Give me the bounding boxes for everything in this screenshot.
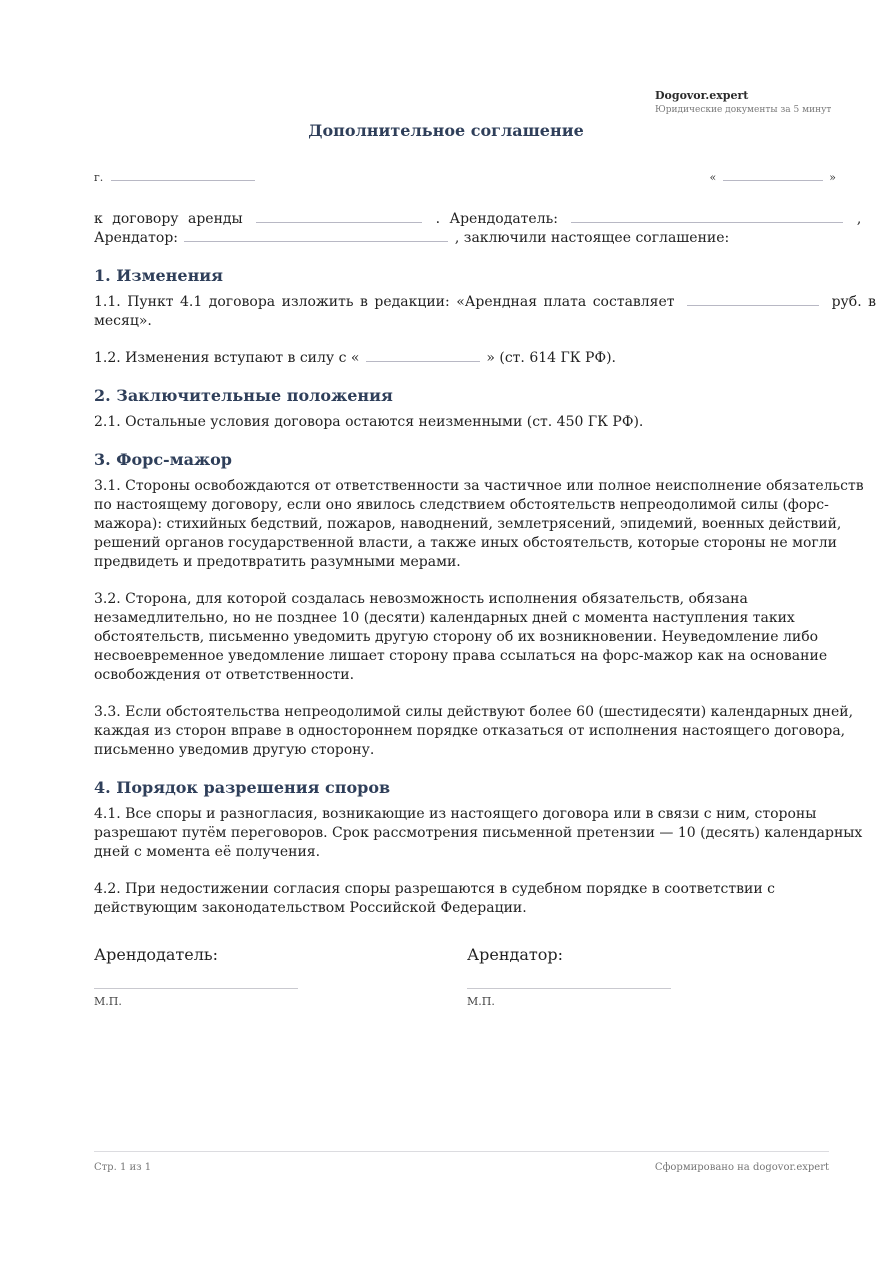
landlord-stamp-label: М.П.: [94, 995, 122, 1008]
tenant-stamp-label: М.П.: [467, 995, 495, 1008]
clause-4-1: 4.1. Все споры и разногласия, возникающие из настоящего договора или в связи с ним, стороны разрешают путём переговоров. Срок рассмотрения письменной претензии — 10 (десять) календарных дней с момента её получения.: [94, 806, 863, 860]
footer-divider: [94, 1151, 829, 1152]
date-close-quote: »: [829, 171, 836, 184]
brand-block: [655, 88, 875, 117]
intro-text-5: , заключили настоящее соглашение:: [454, 230, 730, 246]
section-title: 3. Форс-мажор: [94, 450, 232, 469]
clause-3-2: 3.2. Сторона, для которой создалась невозможность исполнения обязательств, обязана незамедлительно, но не позднее 10 (десяти) календарных дней с момента наступления таких обстоятельств, письменно уведомить другую сторону об их возникновении. Неуведомление либо несвоевременное уведомление лишает сторону права ссылаться на форс-мажор как на основание освобождения от ответственности.: [94, 591, 828, 683]
date-blank[interactable]: [723, 168, 823, 181]
clause-3-3: 3.3. Если обстоятельства непреодолимой силы действуют более 60 (шестидесяти) календарных дней, каждая из сторон вправе в одностороннем порядке отказаться от исполнения настоящего договора, письменно уведомив другую сторону.: [94, 704, 854, 758]
intro-text-1: к договору аренды: [94, 211, 243, 227]
contract-number-blank[interactable]: [256, 210, 422, 223]
document-title: Дополнительное соглашение: [308, 121, 584, 140]
section-title: 4. Порядок разрешения споров: [94, 778, 391, 797]
clause-1-2-text-before: 1.2. Изменения вступают в силу с «: [94, 350, 360, 366]
clause-1-2-text-after: » (ст. 614 ГК РФ).: [486, 350, 617, 366]
city-blank[interactable]: [111, 168, 255, 181]
brand-tagline: Юридические документы за 5 минут: [655, 105, 832, 115]
effective-date-blank[interactable]: [366, 349, 480, 362]
date-open-quote: «: [709, 171, 717, 184]
clause-3-1: 3.1. Стороны освобождаются от ответственности за частичное или полное неисполнение обязательств по настоящему договору, если оно явилось следствием обстоятельств непреодолимой силы (форс-мажора): стихийных бедствий, пожаров, наводнений, землетрясений, эпидемий, военных действий, решений органов государственной власти, а также иных обстоятельств, которые стороны не могли предвидеть и предотвратить разумными мерами.: [94, 478, 864, 570]
tenant-signature-line[interactable]: [467, 988, 671, 989]
clause-1-1-text-after: руб. в месяц».: [94, 294, 877, 329]
intro-text-3: ,: [856, 211, 862, 227]
landlord-blank[interactable]: [571, 210, 843, 223]
tenant-signature: [467, 944, 671, 1008]
landlord-signature-line[interactable]: [94, 988, 298, 989]
tenant-signature-label: Арендатор:: [467, 945, 563, 964]
clause-1-2: [94, 349, 876, 368]
intro-text-4: Арендатор:: [94, 230, 178, 246]
tenant-blank[interactable]: [184, 229, 448, 242]
intro-text-2: . Арендодатель:: [435, 211, 558, 227]
generated-note: Сформировано на dogovor.expert: [654, 1162, 829, 1173]
clause-2-1: 2.1. Остальные условия договора остаются неизменными (ст. 450 ГК РФ).: [94, 414, 644, 430]
city-prefix: г.: [94, 171, 104, 184]
city-field-row: [94, 168, 255, 186]
intro-line-2: [94, 229, 876, 248]
rent-amount-blank[interactable]: [687, 293, 819, 306]
date-field-row: [710, 168, 836, 186]
landlord-signature-label: Арендодатель:: [94, 945, 218, 964]
section-title: 2. Заключительные положения: [94, 386, 393, 405]
clause-1-1-text-before: 1.1. Пункт 4.1 договора изложить в редакции: «Арендная плата составляет: [94, 294, 675, 310]
page-number: Стр. 1 из 1: [94, 1162, 152, 1173]
brand-name: Dogovor.expert: [655, 89, 749, 102]
intro-line-1: [94, 210, 876, 229]
section-title: 1. Изменения: [94, 266, 223, 285]
document-body: [94, 210, 876, 918]
landlord-signature: [94, 944, 298, 1008]
clause-4-2: 4.2. При недостижении согласия споры разрешаются в судебном порядке в соответствии с действующим законодательством Российской Федерации.: [94, 881, 775, 916]
clause-1-1: [94, 293, 876, 331]
